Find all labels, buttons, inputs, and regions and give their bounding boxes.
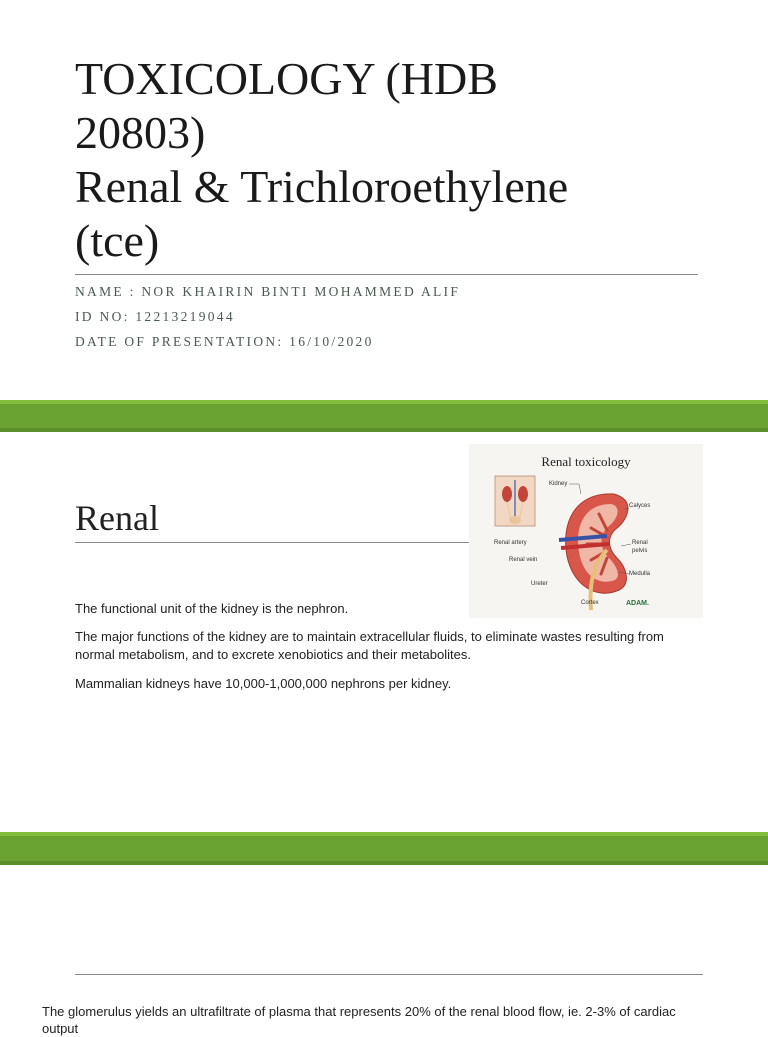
diagram-title: Renal toxicology [541,454,631,469]
slide3-divider [75,974,703,975]
heading-divider [75,542,470,543]
title-divider [75,274,698,275]
title-line-2: 20803) [75,107,206,158]
presenter-name: NAME : NOR KHAIRIN BINTI MOHAMMED ALIF [75,284,461,299]
label-renal-vein: Renal vein [509,557,538,563]
title-line-4: (tce) [75,215,160,266]
renal-heading: Renal [75,498,159,538]
paragraph-1: The functional unit of the kidney is the nephron. [75,601,349,616]
adam-logo: ADAM. [626,600,649,607]
title-line-3: Renal & Trichloroethylene [75,161,569,212]
label-ureter: Ureter [531,581,548,587]
slide-separator-band-2 [0,832,768,865]
label-kidney: Kidney [549,481,568,487]
label-renal-pelvis: Renal pelvis [632,540,648,554]
label-renal-artery: Renal artery [494,540,527,546]
kidney-diagram [469,444,703,618]
slide-title [75,52,695,268]
slide-separator-band [0,400,768,432]
label-cortex: Cortex [581,600,599,606]
glomerulus-paragraph: The glomerulus yields an ultrafiltrate of plasma that represents 20% of the renal blood flow, ie. 2-3% of cardiac output [42,1004,676,1036]
kidney-illustration [469,444,703,618]
title-slide [0,0,768,400]
paragraph-3: Mammalian kidneys have 10,000-1,000,000 nephrons per kidney. [75,676,452,691]
presenter-id: ID NO: 12213219044 [75,309,235,324]
title-line-1: TOXICOLOGY (HDB [75,53,498,104]
paragraph-2: The major functions of the kidney are to maintain extracellular fluids, to eliminate wastes resulting from normal metabolism, and to excrete xenobiotics and their metabolites. [75,629,664,662]
presentation-date: DATE OF PRESENTATION: 16/10/2020 [75,334,374,349]
label-medulla: Medulla [629,571,651,577]
label-calyces: Calyces [629,503,651,509]
